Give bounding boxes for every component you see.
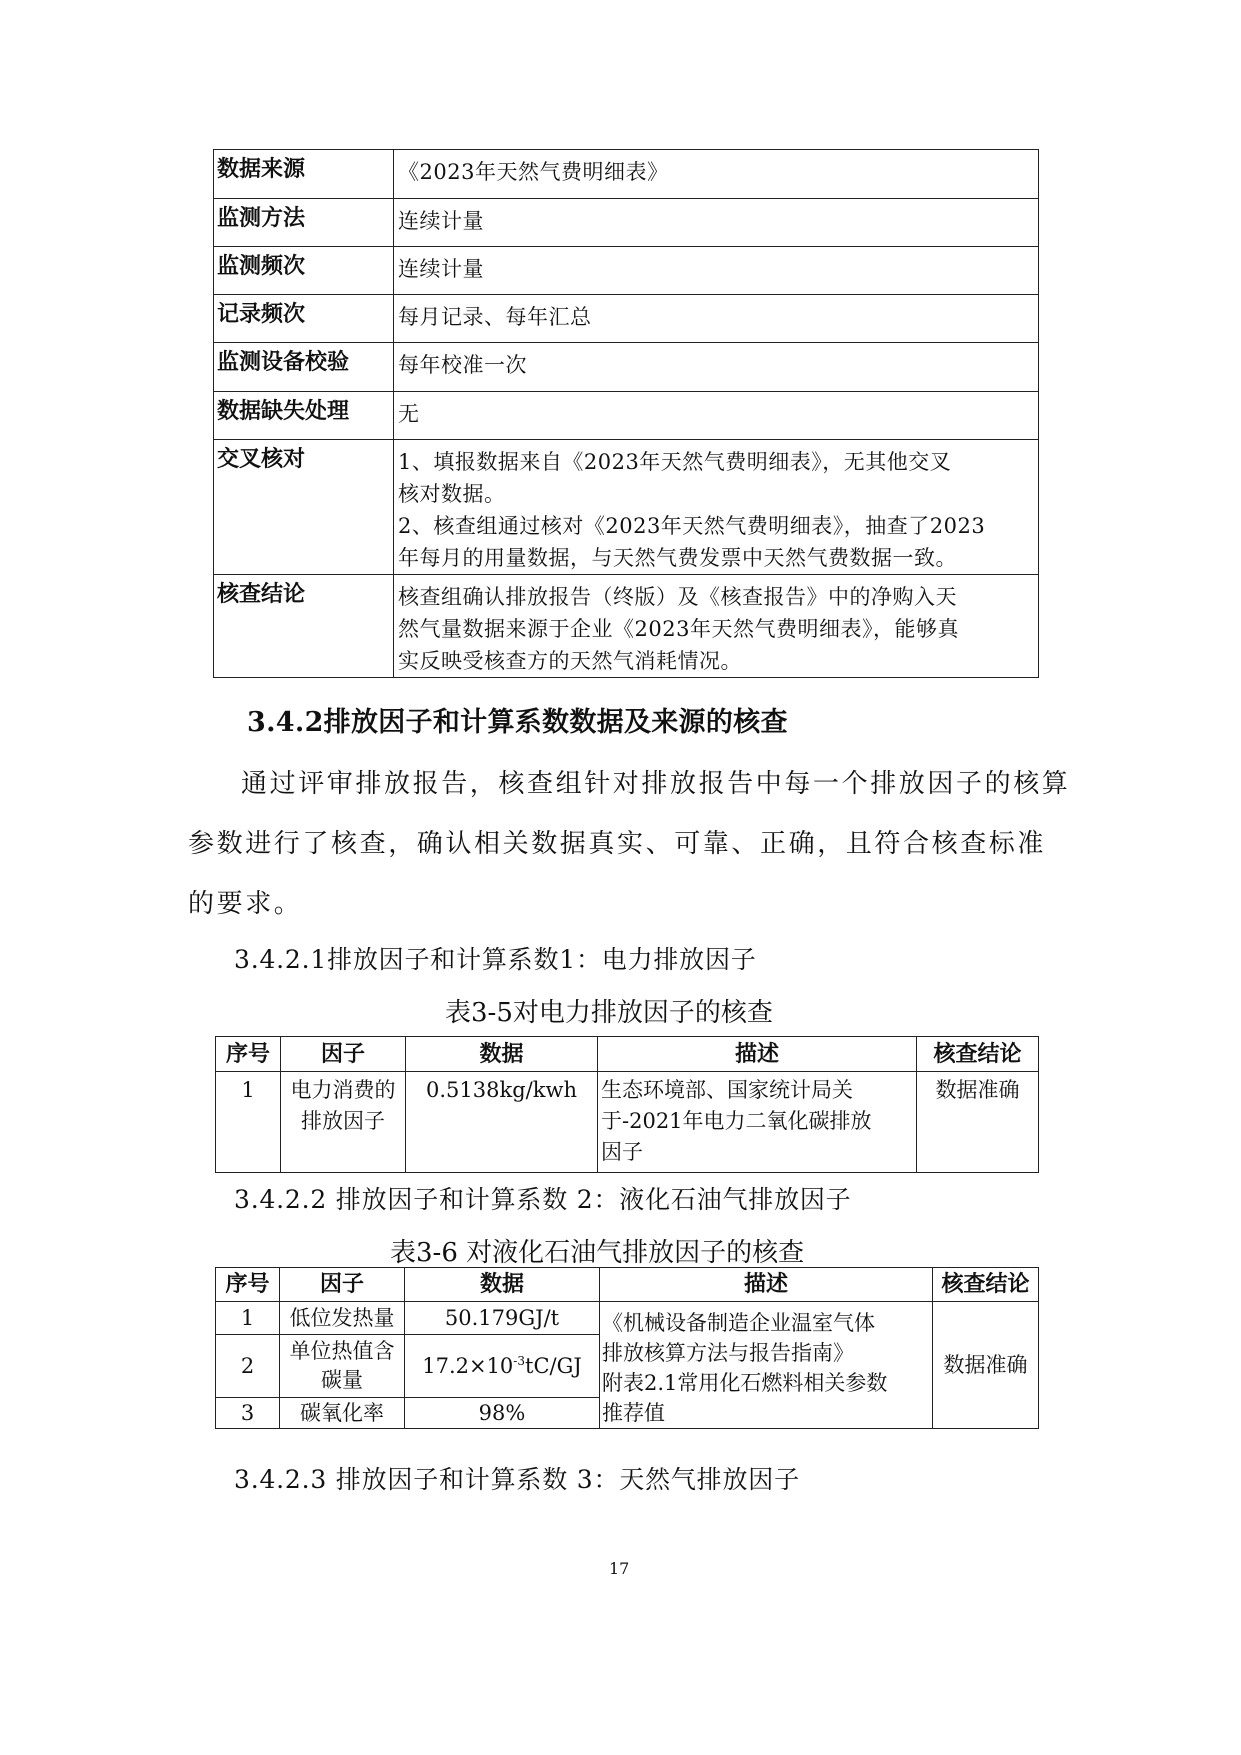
row-value: 每年校准一次 xyxy=(394,343,1039,392)
text-line: 单位热值含 xyxy=(289,1339,395,1363)
text-line: 电力消费的 xyxy=(290,1078,396,1102)
text-line: 年每月的用量数据，与天然气费发票中天然气费数据一致。 xyxy=(398,546,957,570)
verification-table-natural-gas xyxy=(213,149,1039,678)
cell-factor: 碳氧化率 xyxy=(280,1398,405,1429)
cell-no: 2 xyxy=(216,1335,280,1398)
table-caption: 表3-6 对液化石油气排放因子的核查 xyxy=(390,1238,805,1268)
cell-desc xyxy=(600,1302,933,1429)
column-header: 描述 xyxy=(598,1037,917,1072)
text-line: 因子 xyxy=(601,1140,643,1164)
text-line: 排放因子 xyxy=(301,1109,385,1133)
cell-result: 数据准确 xyxy=(933,1302,1039,1429)
text-line: 排放核算方法与报告指南》 xyxy=(602,1341,854,1365)
data-base: 17.2×10 xyxy=(422,1353,514,1378)
text-line: 于-2021年电力二氧化碳排放 xyxy=(601,1109,872,1133)
table-row xyxy=(214,392,1039,440)
row-label: 数据来源 xyxy=(214,150,394,199)
column-header: 核查结论 xyxy=(933,1268,1039,1302)
table-row xyxy=(214,247,1039,295)
table-row xyxy=(214,295,1039,343)
cell-desc xyxy=(598,1072,917,1173)
table-row xyxy=(214,575,1039,678)
table-header-row xyxy=(216,1268,1039,1302)
row-value: 每月记录、每年汇总 xyxy=(394,295,1039,343)
subsection-heading: 3.4.2.3 排放因子和计算系数 3：天然气排放因子 xyxy=(234,1465,800,1494)
row-value xyxy=(394,440,1039,575)
row-label: 监测方法 xyxy=(214,199,394,247)
row-label: 核查结论 xyxy=(214,575,394,678)
text-line: 核查组确认排放报告（终版）及《核查报告》中的净购入天 xyxy=(398,585,957,609)
column-header: 序号 xyxy=(216,1268,280,1302)
table-row xyxy=(216,1072,1039,1173)
row-label: 记录频次 xyxy=(214,295,394,343)
text-line: 1、填报数据来自《2023年天然气费明细表》，无其他交叉 xyxy=(398,450,952,474)
row-label: 监测设备校验 xyxy=(214,343,394,392)
table-row xyxy=(216,1302,1039,1335)
table-header-row xyxy=(216,1037,1039,1072)
row-value: 无 xyxy=(394,392,1039,440)
cell-data: 98% xyxy=(405,1398,600,1429)
text-line: 实反映受核查方的天然气消耗情况。 xyxy=(398,649,742,673)
row-value xyxy=(394,575,1039,678)
row-value: 连续计量 xyxy=(394,199,1039,247)
lpg-factor-table xyxy=(215,1267,1039,1429)
column-header: 核查结论 xyxy=(917,1037,1039,1072)
text-line: 生态环境部、国家统计局关 xyxy=(601,1078,853,1102)
row-value: 连续计量 xyxy=(394,247,1039,295)
cell-data: 0.5138kg/kwh xyxy=(406,1072,598,1173)
data-unit: tC/GJ xyxy=(525,1353,582,1378)
text-line: 推荐值 xyxy=(602,1401,665,1425)
section-heading: 3.4.2排放因子和计算系数数据及来源的核查 xyxy=(247,707,788,738)
cell-result: 数据准确 xyxy=(917,1072,1039,1173)
cell-no: 1 xyxy=(216,1072,281,1173)
data-exponent: -3 xyxy=(513,1353,525,1368)
row-label: 交叉核对 xyxy=(214,440,394,575)
column-header: 因子 xyxy=(281,1037,406,1072)
subsection-heading: 3.4.2.1排放因子和计算系数1：电力排放因子 xyxy=(234,945,757,974)
text-line: 碳量 xyxy=(321,1368,363,1392)
text-line: 2、核查组通过核对《2023年天然气费明细表》，抽查了2023 xyxy=(398,514,986,538)
row-label: 数据缺失处理 xyxy=(214,392,394,440)
electricity-factor-table xyxy=(215,1036,1039,1173)
column-header: 序号 xyxy=(216,1037,281,1072)
cell-no: 1 xyxy=(216,1302,280,1335)
table-caption: 表3-5对电力排放因子的核查 xyxy=(445,998,773,1028)
cell-factor: 低位发热量 xyxy=(280,1302,405,1335)
paragraph-line: 通过评审排放报告，核查组针对排放报告中每一个排放因子的核算 xyxy=(241,769,1071,799)
column-header: 因子 xyxy=(280,1268,405,1302)
column-header: 描述 xyxy=(600,1268,933,1302)
column-header: 数据 xyxy=(406,1037,598,1072)
text-line: 附表2.1常用化石燃料相关参数 xyxy=(602,1371,888,1395)
paragraph-line: 的要求。 xyxy=(188,889,303,919)
table-row xyxy=(214,150,1039,199)
cell-data: 50.179GJ/t xyxy=(405,1302,600,1335)
subsection-heading: 3.4.2.2 排放因子和计算系数 2：液化石油气排放因子 xyxy=(234,1185,852,1214)
page-number: 17 xyxy=(609,1559,630,1578)
text-line: 然气量数据来源于企业《2023年天然气费明细表》，能够真 xyxy=(398,617,959,641)
row-label: 监测频次 xyxy=(214,247,394,295)
text-line: 《机械设备制造企业温室气体 xyxy=(602,1311,875,1335)
cell-factor xyxy=(281,1072,406,1173)
table-row xyxy=(214,440,1039,575)
row-value: 《2023年天然气费明细表》 xyxy=(394,150,1039,199)
table-row xyxy=(214,343,1039,392)
text-line: 核对数据。 xyxy=(398,482,506,506)
cell-no: 3 xyxy=(216,1398,280,1429)
column-header: 数据 xyxy=(405,1268,600,1302)
table-row xyxy=(214,199,1039,247)
paragraph-line: 参数进行了核查，确认相关数据真实、可靠、正确，且符合核查标准 xyxy=(188,829,1047,859)
cell-data xyxy=(405,1335,600,1398)
cell-factor xyxy=(280,1335,405,1398)
